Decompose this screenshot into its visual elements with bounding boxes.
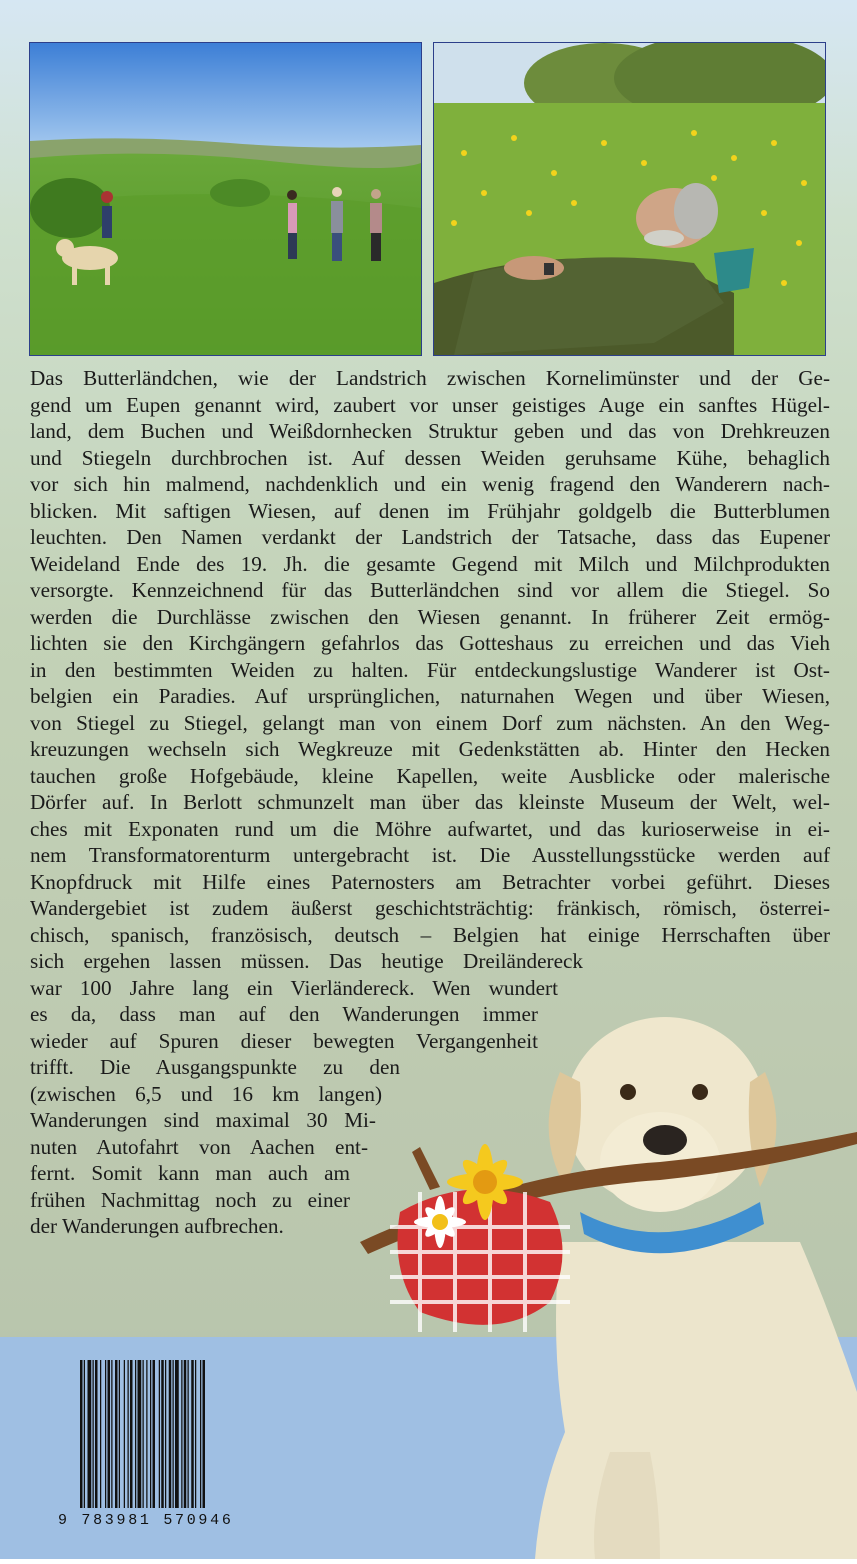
- barcode-bar: [146, 1360, 147, 1508]
- text-line: von Stiegel zu Stiegel, gelangt man von einem Dorf zum nächsten. An den Weg-: [30, 710, 830, 735]
- text-line: werden die Durchlässe zwischen den Wiesen genannt. In früherer Zeit ermög-: [30, 604, 830, 629]
- text-line: (zwischen 6,5 und 16 km langen): [30, 1081, 382, 1106]
- barcode-bar: [161, 1360, 164, 1508]
- barcode-bar: [143, 1360, 144, 1508]
- barcode-bar: [100, 1360, 101, 1508]
- barcode-bar: [95, 1360, 98, 1508]
- barcode-bar: [169, 1360, 172, 1508]
- barcode-bar: [181, 1360, 182, 1508]
- barcode-bar: [188, 1360, 189, 1508]
- text-line: kreuzungen wechseln sich Wegkreuze mit Gedenkstätten ab. Hinter den Hecken: [30, 737, 830, 761]
- barcode-bar: [84, 1360, 85, 1508]
- barcode-bar: [203, 1360, 206, 1508]
- text-line: gend um Eupen genannt wird, zaubert vor unser geistiges Auge ein sanftes Hügel-: [30, 392, 830, 417]
- text-line: nuten Autofahrt von Aachen ent-: [30, 1134, 368, 1159]
- barcode-bar: [119, 1360, 120, 1508]
- text-line: land, dem Buchen und Weißdornhecken Struktur geben und das von Drehkreuzen: [30, 419, 830, 443]
- text-line: versorgte. Kennzeichnend für das Butterländchen sind vor allem die Stiegel. So: [30, 578, 830, 602]
- isbn-number: 9 783981 570946: [58, 1512, 234, 1529]
- barcode-bar: [138, 1360, 142, 1508]
- text-line: der Wanderungen aufbrechen.: [30, 1214, 284, 1238]
- text-line: vor sich hin malmend, nachdenklich und ein wenig fragend den Wanderern nach-: [30, 472, 830, 496]
- barcode-bar: [195, 1360, 196, 1508]
- man-resting-in-meadow-photo: [433, 42, 826, 356]
- barcode-bar: [108, 1360, 111, 1508]
- text-line: es da, dass man auf den Wanderungen immer: [30, 1002, 538, 1026]
- barcode-bar: [165, 1360, 166, 1508]
- text-line: Knopfdruck mit Hilfe eines Paternosters am Betrachter vorbei geführt. Dieses: [30, 869, 830, 894]
- barcode-bar: [88, 1360, 92, 1508]
- labrador-with-bundle-illustration: [360, 1012, 857, 1559]
- text-line: Wanderungen sind maximal 30 Mi-: [30, 1108, 376, 1132]
- barcode-bar: [130, 1360, 133, 1508]
- barcode-bar: [173, 1360, 174, 1508]
- barcode-bar: [115, 1360, 118, 1508]
- text-line: frühen Nachmittag noch zu einer: [30, 1187, 350, 1212]
- barcode-bar: [200, 1360, 201, 1508]
- text-line: Dörfer auf. In Berlott schmunzelt man über das kleinste Museum der Welt, wel-: [30, 790, 830, 814]
- barcode-bar: [105, 1360, 106, 1508]
- text-line: belgien ein Paradies. Auf ursprünglichen, naturnahen Wegen und über Wiesen,: [30, 684, 830, 708]
- text-line: trifft. Die Ausgangspunkte zu den: [30, 1055, 400, 1079]
- text-line: ches mit Exponaten rund um die Möhre aufwartet, und das kurioserweise in ei-: [30, 816, 830, 841]
- text-line: wieder auf Spuren dieser bewegten Vergangenheit: [30, 1028, 538, 1053]
- barcode-bar: [150, 1360, 151, 1508]
- text-line: fernt. Somit kann man auch am: [30, 1161, 350, 1185]
- barcode-bar: [135, 1360, 136, 1508]
- barcode-bar: [159, 1360, 160, 1508]
- barcode-bar: [191, 1360, 194, 1508]
- text-line: war 100 Jahre lang ein Vierländereck. Wen wundert: [30, 975, 558, 1000]
- text-line: sich ergehen lassen müssen. Das heutige Dreiländereck: [30, 949, 583, 973]
- barcode-bar: [184, 1360, 187, 1508]
- text-line: und Stiegeln durchbrochen ist. Auf dessen Weiden geruhsame Kühe, behaglich: [30, 445, 830, 470]
- text-line: Das Butterländchen, wie der Landstrich zwischen Kornelimünster und der Ge-: [30, 366, 830, 390]
- barcode-bar: [175, 1360, 179, 1508]
- barcode-bar: [93, 1360, 94, 1508]
- text-line: in den bestimmten Weiden zu halten. Für entdeckungslustige Wanderer ist Ost-: [30, 657, 830, 682]
- isbn-barcode: [62, 1360, 267, 1520]
- hikers-with-dog-photo: [29, 42, 422, 356]
- barcode-bar: [153, 1360, 156, 1508]
- text-line: blicken. Mit saftigen Wiesen, auf denen im Frühjahr goldgelb die Butterblumen: [30, 498, 830, 523]
- text-line: Wandergebiet ist zudem äußerst geschichtsträchtig: fränkisch, römisch, österrei-: [30, 896, 830, 920]
- text-line: nem Transformatorenturm untergebracht ist. Die Ausstellungsstücke werden auf: [30, 843, 830, 867]
- barcode-bar: [124, 1360, 125, 1508]
- text-line: leuchten. Den Namen verdankt der Landstrich der Tatsache, dass das Eupener: [30, 525, 830, 549]
- barcode-bar: [111, 1360, 112, 1508]
- text-line: Weideland Ende des 19. Jh. die gesamte Gegend mit Milch und Milchprodukten: [30, 551, 830, 576]
- text-line: chisch, spanisch, französisch, deutsch – Belgien hat einige Herrschaften über: [30, 922, 830, 947]
- text-line: lichten sie den Kirchgängern gefahrlos das Gotteshaus zu erreichen und das Vieh: [30, 631, 830, 655]
- barcode-bar: [128, 1360, 129, 1508]
- text-line: tauchen große Hofgebäude, kleine Kapellen, weite Ausblicke oder malerische: [30, 763, 830, 788]
- barcode-bar: [80, 1360, 83, 1508]
